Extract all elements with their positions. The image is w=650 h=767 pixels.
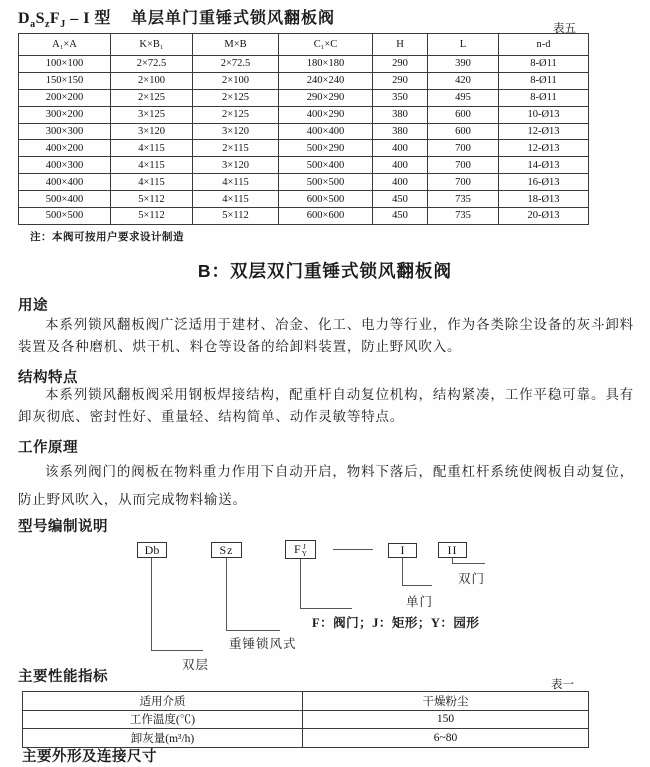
label-double-layer: 双层 [182, 658, 210, 672]
data-cell: 400×400 [19, 174, 111, 191]
data-cell: 3×120 [193, 157, 279, 174]
table-row [19, 157, 589, 174]
diagram-box-sz: Sz [211, 542, 242, 558]
data-cell: 400×300 [19, 157, 111, 174]
f-connector-vertical [300, 559, 301, 608]
diagram-box-i: I [388, 543, 417, 558]
dimension-table-head [19, 34, 589, 56]
data-cell: 380 [373, 106, 428, 123]
table-row [19, 56, 589, 73]
data-cell: 290×290 [279, 89, 373, 106]
data-cell: 12-Ø13 [499, 123, 589, 140]
data-cell: 卸灰量(m³/h) [23, 729, 303, 748]
data-cell: 12-Ø13 [499, 140, 589, 157]
data-cell: 150×150 [19, 72, 111, 89]
data-cell: 3×120 [193, 123, 279, 140]
dimension-table-body [19, 56, 589, 225]
data-cell: 380 [373, 123, 428, 140]
data-cell: 290 [373, 72, 428, 89]
data-cell: 700 [428, 140, 499, 157]
data-cell: 6~80 [303, 729, 589, 748]
performance-table-body [23, 692, 589, 748]
data-cell: 390 [428, 56, 499, 73]
data-cell: 600 [428, 106, 499, 123]
model-code: $D_aS_zF_J$ – I 型 [18, 10, 111, 31]
data-cell: 2×100 [111, 72, 193, 89]
f-connector-horizontal [300, 608, 352, 609]
data-cell: 600 [428, 123, 499, 140]
db-connector-horizontal [151, 650, 203, 651]
label-double-door: 双门 [458, 572, 486, 586]
diagram-box-f [285, 540, 316, 559]
ii-connector-horizontal [452, 563, 485, 564]
data-cell: 工作温度(℃) [23, 710, 303, 729]
data-cell: 420 [428, 72, 499, 89]
sz-connector-horizontal [226, 630, 280, 631]
data-cell: 150 [303, 710, 589, 729]
data-cell: 400×400 [279, 123, 373, 140]
data-cell: 300×300 [19, 123, 111, 140]
data-cell: 4×115 [111, 140, 193, 157]
header-cell: C₁×C [279, 34, 373, 56]
data-cell: 495 [428, 89, 499, 106]
table-row [23, 710, 589, 729]
label-hammer-type: 重锤锁风式 [229, 637, 297, 651]
paragraph-usage: 本系列锁风翻板阀广泛适用于建材、冶金、化工、电力等行业，作为各类除尘设备的灰斗卸料装置及各种磨机、烘干机、料仓等设备的给卸料装置，防止野风吹入。 [18, 317, 634, 354]
data-cell: 4×115 [111, 157, 193, 174]
data-cell: 4×115 [193, 174, 279, 191]
paragraph-structure: 本系列锁风翻板阀采用钢板焊接结构，配重杆自动复位机构，结构紧凑，工作平稳可靠。具有卸灰彻底、密封性好、重量轻、结构简单、动作灵敏等特点。 [18, 387, 634, 424]
data-cell: 180×180 [279, 56, 373, 73]
data-cell: 400 [373, 140, 428, 157]
data-cell: 500×500 [19, 208, 111, 225]
data-cell: 400 [373, 174, 428, 191]
data-cell: 2×125 [193, 89, 279, 106]
table-note: 注：本阀可按用户要求设计制造 [30, 231, 184, 243]
performance-table [22, 691, 589, 748]
data-cell: 400×290 [279, 106, 373, 123]
data-cell: 600×500 [279, 191, 373, 208]
header-row [19, 34, 589, 56]
data-cell: 5×112 [111, 208, 193, 225]
table-row [19, 106, 589, 123]
heading-principle: 工作原理 [18, 440, 78, 456]
f-sub: Y [301, 549, 308, 559]
data-cell: 300×200 [19, 106, 111, 123]
data-cell: 735 [428, 191, 499, 208]
data-cell: 2×100 [193, 72, 279, 89]
data-cell: 100×100 [19, 56, 111, 73]
header-cell: K×B₁ [111, 34, 193, 56]
data-cell: 700 [428, 174, 499, 191]
label-single-door: 单门 [406, 595, 434, 609]
diagram-box-ii: II [438, 542, 467, 558]
db-connector-vertical [151, 558, 152, 650]
data-cell: 3×125 [111, 106, 193, 123]
sz-connector-vertical [226, 558, 227, 630]
header-cell: L [428, 34, 499, 56]
f-sup: J [302, 542, 306, 552]
data-cell: 14-Ø13 [499, 157, 589, 174]
f-superscript-subscript [302, 543, 307, 557]
data-cell: 16-Ø13 [499, 174, 589, 191]
model-code-diagram [0, 538, 650, 672]
diagram-dash-line [333, 549, 373, 550]
data-cell: 3×120 [111, 123, 193, 140]
i-connector-vertical [402, 558, 403, 585]
data-cell: 735 [428, 208, 499, 225]
table-row [19, 89, 589, 106]
data-cell: 10-Ø13 [499, 106, 589, 123]
heading-outline-dimensions: 主要外形及连接尺寸 [22, 749, 157, 765]
data-cell: 500×500 [279, 174, 373, 191]
table-row [23, 692, 589, 711]
table5-label: 表五 [553, 23, 576, 35]
title-name: 单层单门重锤式锁风翻板阀 [130, 10, 335, 27]
heading-performance: 主要性能指标 [18, 669, 108, 685]
data-cell: 500×290 [279, 140, 373, 157]
data-cell: 450 [373, 191, 428, 208]
data-cell: 2×115 [193, 140, 279, 157]
data-cell: 20-Ø13 [499, 208, 589, 225]
header-cell: A₁×A [19, 34, 111, 56]
data-cell: 2×125 [111, 89, 193, 106]
dimension-table [18, 33, 589, 225]
data-cell: 240×240 [279, 72, 373, 89]
data-cell: 600×600 [279, 208, 373, 225]
data-cell: 290 [373, 56, 428, 73]
page-title [18, 5, 335, 30]
data-cell: 8-Ø11 [499, 72, 589, 89]
header-cell: M×B [193, 34, 279, 56]
heading-usage: 用途 [18, 298, 48, 314]
data-cell: 2×72.5 [111, 56, 193, 73]
section-b-title: B：双层双门重锤式锁风翻板阀 [197, 261, 453, 281]
table-row [19, 191, 589, 208]
data-cell: 500×400 [19, 191, 111, 208]
data-cell: 2×125 [193, 106, 279, 123]
data-cell: 200×200 [19, 89, 111, 106]
data-cell: 18-Ø13 [499, 191, 589, 208]
data-cell: 500×400 [279, 157, 373, 174]
table-row [19, 123, 589, 140]
data-cell: 450 [373, 208, 428, 225]
f-letter: F [293, 542, 301, 556]
heading-model-designation: 型号编制说明 [18, 519, 108, 535]
data-cell: 8-Ø11 [499, 89, 589, 106]
header-cell: H [373, 34, 428, 56]
table-row [19, 140, 589, 157]
label-f-legend: F：阀门；J：矩形；Y：园形 [312, 616, 480, 630]
table-row [19, 208, 589, 225]
data-cell: 700 [428, 157, 499, 174]
data-cell: 适用介质 [23, 692, 303, 711]
header-cell: n-d [499, 34, 589, 56]
data-cell: 350 [373, 89, 428, 106]
table-row [19, 174, 589, 191]
table1-label: 表一 [551, 679, 574, 691]
table-row [19, 72, 589, 89]
data-cell: 8-Ø11 [499, 56, 589, 73]
data-cell: 4×115 [111, 174, 193, 191]
data-cell: 干燥粉尘 [303, 692, 589, 711]
data-cell: 4×115 [193, 191, 279, 208]
i-connector-horizontal [402, 585, 432, 586]
paragraph-principle: 该系列阀门的阀板在物料重力作用下自动开启，物料下落后，配重杠杆系统使阀板自动复位，防止野风吹入，从而完成物料输送。 [18, 464, 634, 507]
data-cell: 5×112 [193, 208, 279, 225]
data-cell: 2×72.5 [193, 56, 279, 73]
data-cell: 400×200 [19, 140, 111, 157]
data-cell: 5×112 [111, 191, 193, 208]
data-cell: 400 [373, 157, 428, 174]
heading-structure: 结构特点 [18, 370, 78, 386]
diagram-box-db: Db [137, 542, 167, 558]
